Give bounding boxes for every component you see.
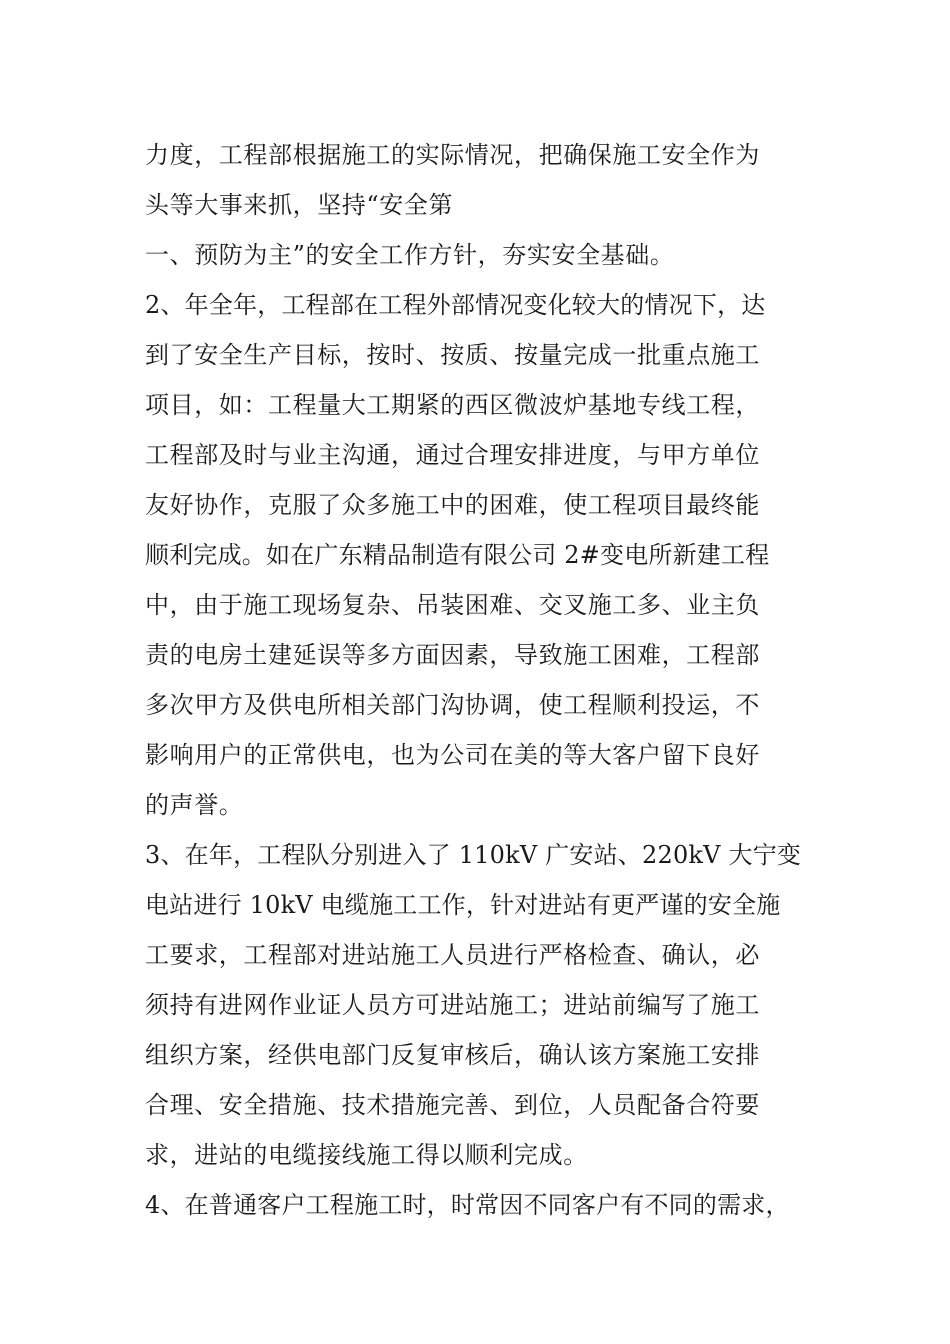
text-line: 工程部及时与业主沟通，通过合理安排进度，与甲方单位 — [145, 441, 760, 469]
text-line: 2、年全年，工程部在工程外部情况变化较大的情况下，达 — [145, 291, 766, 319]
text-line: 的声誉。 — [145, 791, 244, 819]
text-line: 项目，如：工程量大工期紧的西区微波炉基地专线工程， — [145, 391, 760, 419]
text-line: 多次甲方及供电所相关部门沟协调，使工程顺利投运，不 — [145, 691, 760, 719]
text-line: 头等大事来抓，坚持“安全第 — [145, 191, 454, 219]
text-line: 责的电房土建延误等多方面因素，导致施工困难，工程部 — [145, 641, 760, 669]
text-line: 须持有进网作业证人员方可进站施工；进站前编写了施工 — [145, 991, 760, 1019]
text-line: 顺利完成。如在广东精品制造有限公司 2#变电所新建工程 — [145, 541, 770, 569]
text-line: 电站进行 10kV 电缆施工工作，针对进站有更严谨的安全施 — [145, 891, 781, 919]
text-line: 4、在普通客户工程施工时，时常因不同客户有不同的需求， — [145, 1191, 790, 1219]
document-body — [145, 130, 835, 1230]
text-line: 工要求，工程部对进站施工人员进行严格检查、确认，必 — [145, 941, 760, 969]
text-line: 影响用户的正常供电，也为公司在美的等大客户留下良好 — [145, 741, 760, 769]
text-line: 到了安全生产目标，按时、按质、按量完成一批重点施工 — [145, 341, 760, 369]
text-line: 求，进站的电缆接线施工得以顺利完成。 — [145, 1141, 588, 1169]
text-line: 一、预防为主”的安全工作方针，夯实安全基础。 — [145, 241, 675, 269]
text-line: 3、在年，工程队分别进入了 110kV 广安站、220kV 大宁变 — [145, 841, 802, 869]
text-line: 合理、安全措施、技术措施完善、到位，人员配备合符要 — [145, 1091, 760, 1119]
text-line: 组织方案，经供电部门反复审核后，确认该方案施工安排 — [145, 1041, 760, 1069]
text-line: 中，由于施工现场复杂、吊装困难、交叉施工多、业主负 — [145, 591, 760, 619]
text-line: 友好协作，克服了众多施工中的困难，使工程项目最终能 — [145, 491, 760, 519]
text-line: 力度，工程部根据施工的实际情况，把确保施工安全作为 — [145, 141, 760, 169]
